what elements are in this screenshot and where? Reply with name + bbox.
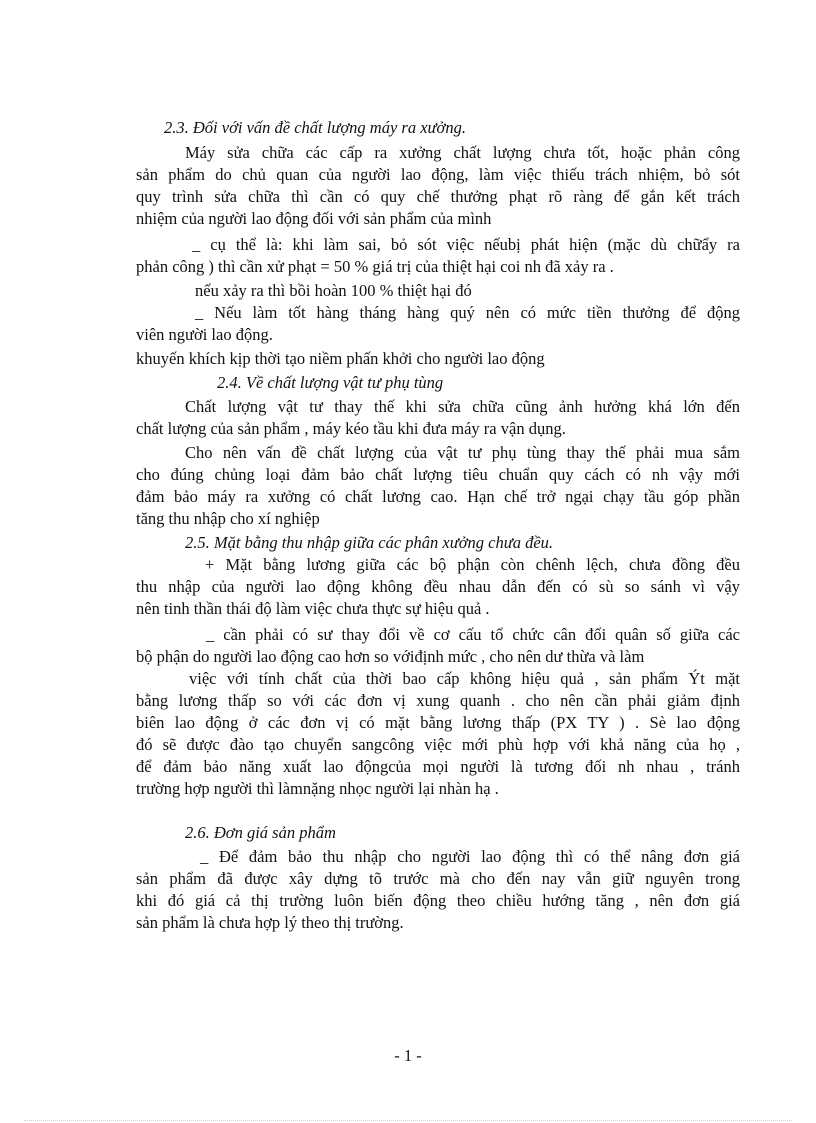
paragraph-line: Máy sửa chữa các cấp ra xưởng chất lượng chưa tốt, hoặc phản công: [185, 143, 740, 162]
paragraph-line: khuyến khích kịp thời tạo niềm phấn khởi cho người lao động: [136, 349, 545, 368]
paragraph-line: thu nhập của người lao động không đều nhau dẫn đến có sù so sánh vì vậy: [136, 577, 740, 596]
section-heading-2-4: 2.4. Về chất lượng vật tư phụ tùng: [217, 373, 444, 392]
paragraph-line: sản phẩm đã được xây dựng tõ trước mà cho đến nay vẫn giữ nguyên trong: [136, 869, 740, 888]
paragraph-line: nhiệm của người lao động đối với sản phẩm của mình: [136, 209, 492, 228]
page-bottom-divider: [24, 1120, 792, 1121]
section-heading-2-5: 2.5. Mặt bằng thu nhập giữa các phân xưởng chưa đều.: [185, 533, 554, 552]
paragraph-line: viên người lao động.: [136, 325, 273, 344]
paragraph-line: Cho nên vấn đề chất lượng của vật tư phụ tùng thay thế phải mua sắm: [185, 443, 740, 462]
paragraph-line: biên lao động ở các đơn vị có mặt bằng lương thấp (PX TY ) . Sè lao động: [136, 713, 740, 732]
paragraph-line: trường hợp người thì làmnặng nhọc người lại nhàn hạ .: [136, 779, 499, 798]
paragraph-line: quy trình sửa chữa thì cần có quy chế thưởng phạt rõ ràng để gắn kết trách: [136, 187, 740, 206]
paragraph-line: việc với tính chất của thời bao cấp không hiệu quả , sản phẩm Ýt mặt: [189, 669, 740, 688]
paragraph-line: bộ phận do người lao động cao hơn so vớiđịnh mức , cho nên dư thừa và làm: [136, 647, 645, 666]
paragraph-line: sản phẩm là chưa hợp lý theo thị trường.: [136, 913, 404, 932]
paragraph-line: _ cụ thể là: khi làm sai, bỏ sót việc nếubị phát hiện (mặc dù chữẩy ra: [192, 235, 740, 254]
section-heading-2-3: 2.3. Đối với vấn đề chất lượng máy ra xưởng.: [164, 118, 466, 137]
paragraph-line: đảm bảo máy ra xưởng có chất lương cao. Hạn chế trở ngại chạy tầu góp phần: [136, 487, 740, 506]
paragraph-line: _ Để đảm bảo thu nhập cho người lao động thì có thể nâng đơn giá: [200, 847, 740, 866]
paragraph-line: bằng lương thấp so với các đơn vị xung quanh . cho nên cần phải giảm định: [136, 691, 740, 710]
page-number: - 1 -: [394, 1046, 422, 1065]
paragraph-line: + Mặt bằng lương giữa các bộ phận còn chênh lệch, chưa đồng đều: [205, 555, 740, 574]
paragraph-line: _ cần phải có sư thay đổi về cơ cấu tổ chức cân đối quân số giữa các: [206, 625, 740, 644]
paragraph-line: _ Nếu làm tốt hàng tháng hàng quý nên có mức tiền thưởng để động: [195, 303, 740, 322]
paragraph-line: tăng thu nhập cho xí nghiệp: [136, 509, 320, 528]
paragraph-line: để đảm bảo năng xuất lao độngcủa mọi người là tương đối nh nhau , tránh: [136, 757, 740, 776]
paragraph-line: Chất lượng vật tư thay thế khi sửa chữa cũng ảnh hưởng khá lớn đến: [185, 397, 740, 416]
paragraph-line: khi đó giá cả thị trường luôn biến động theo chiều hướng tăng , nên đơn giá: [136, 891, 740, 910]
paragraph-line: phản công ) thì cần xử phạt = 50 % giá trị của thiệt hại coi nh đã xảy ra .: [136, 257, 614, 276]
paragraph-line: nên tinh thần thái độ làm việc chưa thực sự hiệu quả .: [136, 599, 490, 618]
section-heading-2-6: 2.6. Đơn giá sản phẩm: [185, 823, 336, 842]
paragraph-line: nếu xảy ra thì bồi hoàn 100 % thiệt hại đó: [195, 281, 472, 300]
paragraph-line: cho đúng chủng loại đảm bảo chất lượng tiêu chuẩn quy cách có nh vậy mới: [136, 465, 740, 484]
paragraph-line: đó sẽ được đào tạo chuyển sangcông việc mới phù hợp với khả năng của họ ,: [136, 735, 740, 754]
paragraph-line: chất lượng của sản phẩm , máy kéo tầu khi đưa máy ra vận dụng.: [136, 419, 566, 438]
paragraph-line: sản phẩm do chủ quan của người lao động, làm việc thiếu trách nhiệm, bỏ sót: [136, 165, 740, 184]
